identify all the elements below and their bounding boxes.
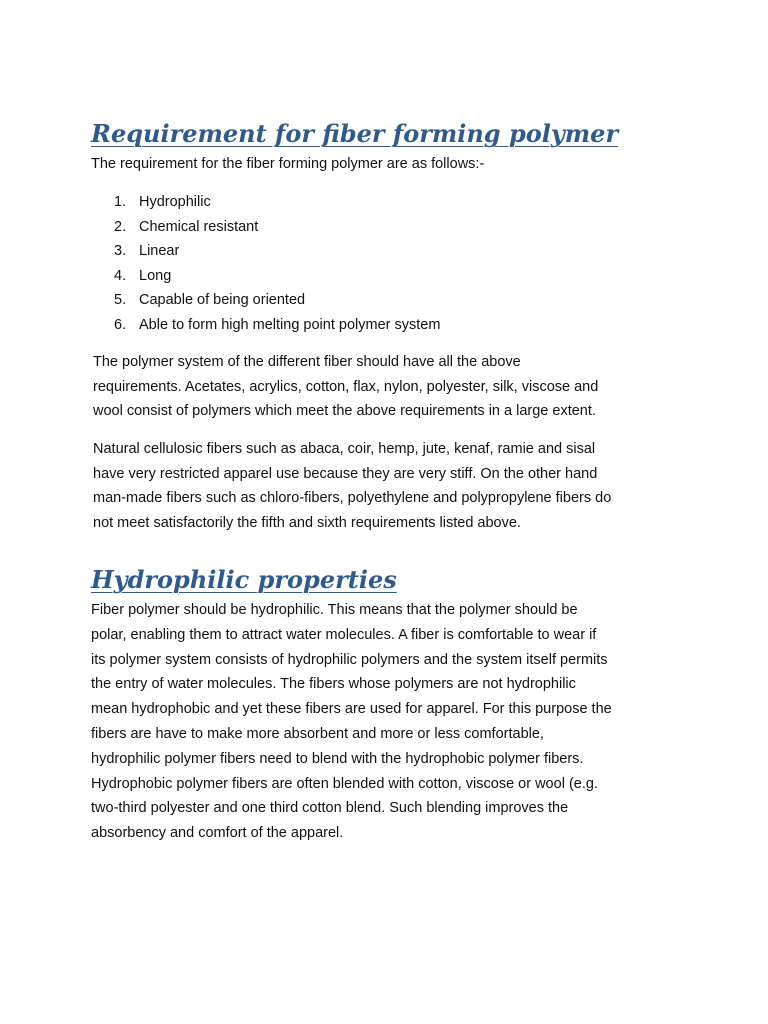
paragraph-line: its polymer system consists of hydrophilic polymers and the system itself permits xyxy=(91,651,608,668)
section-heading-hydrophilic: Hydrophilic properties xyxy=(91,565,397,594)
list-item-text: Chemical resistant xyxy=(139,218,259,235)
list-item-text: Capable of being oriented xyxy=(139,292,306,309)
paragraph-line: Fiber polymer should be hydrophilic. This means that the polymer should be xyxy=(91,602,578,618)
intro-text: The requirement for the fiber forming polymer are as follows:- xyxy=(91,156,485,172)
paragraph-line: two-third polyester and one third cotton blend. Such blending improves the xyxy=(91,800,569,817)
list-item xyxy=(114,190,440,215)
list-number: 1. xyxy=(114,194,127,210)
paragraph-line: fibers are have to make more absorbent and more or less comfortable, xyxy=(91,725,544,742)
paragraph-line: wool consist of polymers which meet the above requirements in a large extent. xyxy=(93,403,596,420)
list-number: 6. xyxy=(114,316,127,333)
list-item-text: Long xyxy=(139,267,172,284)
list-item-text: Hydrophilic xyxy=(139,194,211,210)
list-item-text: Linear xyxy=(139,243,180,260)
paragraph-line: Natural cellulosic fibers such as abaca, coir, hemp, jute, kenaf, ramie and sisal xyxy=(93,441,596,457)
paragraph-line: not meet satisfactorily the fifth and sixth requirements listed above. xyxy=(93,515,521,532)
list-item xyxy=(114,288,440,313)
list-number: 2. xyxy=(114,218,127,235)
paragraph-line: hydrophilic polymer fibers need to blend with the hydrophobic polymer fibers. xyxy=(91,750,584,767)
list-item-text: Able to form high melting point polymer system xyxy=(139,316,441,333)
paragraph-natural-fibers xyxy=(93,437,693,536)
paragraph-line: polar, enabling them to attract water molecules. A fiber is comfortable to wear if xyxy=(91,626,597,643)
paragraph-line: Hydrophobic polymer fibers are often blended with cotton, viscose or wool (e.g. xyxy=(91,775,598,792)
list-item xyxy=(114,239,440,264)
list-number: 3. xyxy=(114,243,127,260)
paragraph-hydrophilic xyxy=(91,598,691,846)
list-number: 5. xyxy=(114,292,127,309)
section-heading-requirements: Requirement for fiber forming polymer xyxy=(91,119,619,148)
list-number: 4. xyxy=(114,267,127,284)
paragraph-line: mean hydrophobic and yet these fibers are used for apparel. For this purpose the xyxy=(91,701,612,718)
paragraph-line: the entry of water molecules. The fibers whose polymers are not hydrophilic xyxy=(91,676,576,693)
list-item xyxy=(114,215,440,240)
paragraph-line: have very restricted apparel use because they are very stiff. On the other hand xyxy=(93,465,598,482)
list-item xyxy=(114,313,440,338)
list-item xyxy=(114,264,440,289)
paragraph-line: man-made fibers such as chloro-fibers, polyethylene and polypropylene fibers do xyxy=(93,490,612,507)
paragraph-line: requirements. Acetates, acrylics, cotton, flax, nylon, polyester, silk, viscose and xyxy=(93,378,599,395)
paragraph-line: The polymer system of the different fiber should have all the above xyxy=(93,354,521,370)
paragraph-line: absorbency and comfort of the apparel. xyxy=(91,825,344,842)
requirements-list xyxy=(114,190,440,338)
paragraph-polymer-system xyxy=(93,350,693,424)
